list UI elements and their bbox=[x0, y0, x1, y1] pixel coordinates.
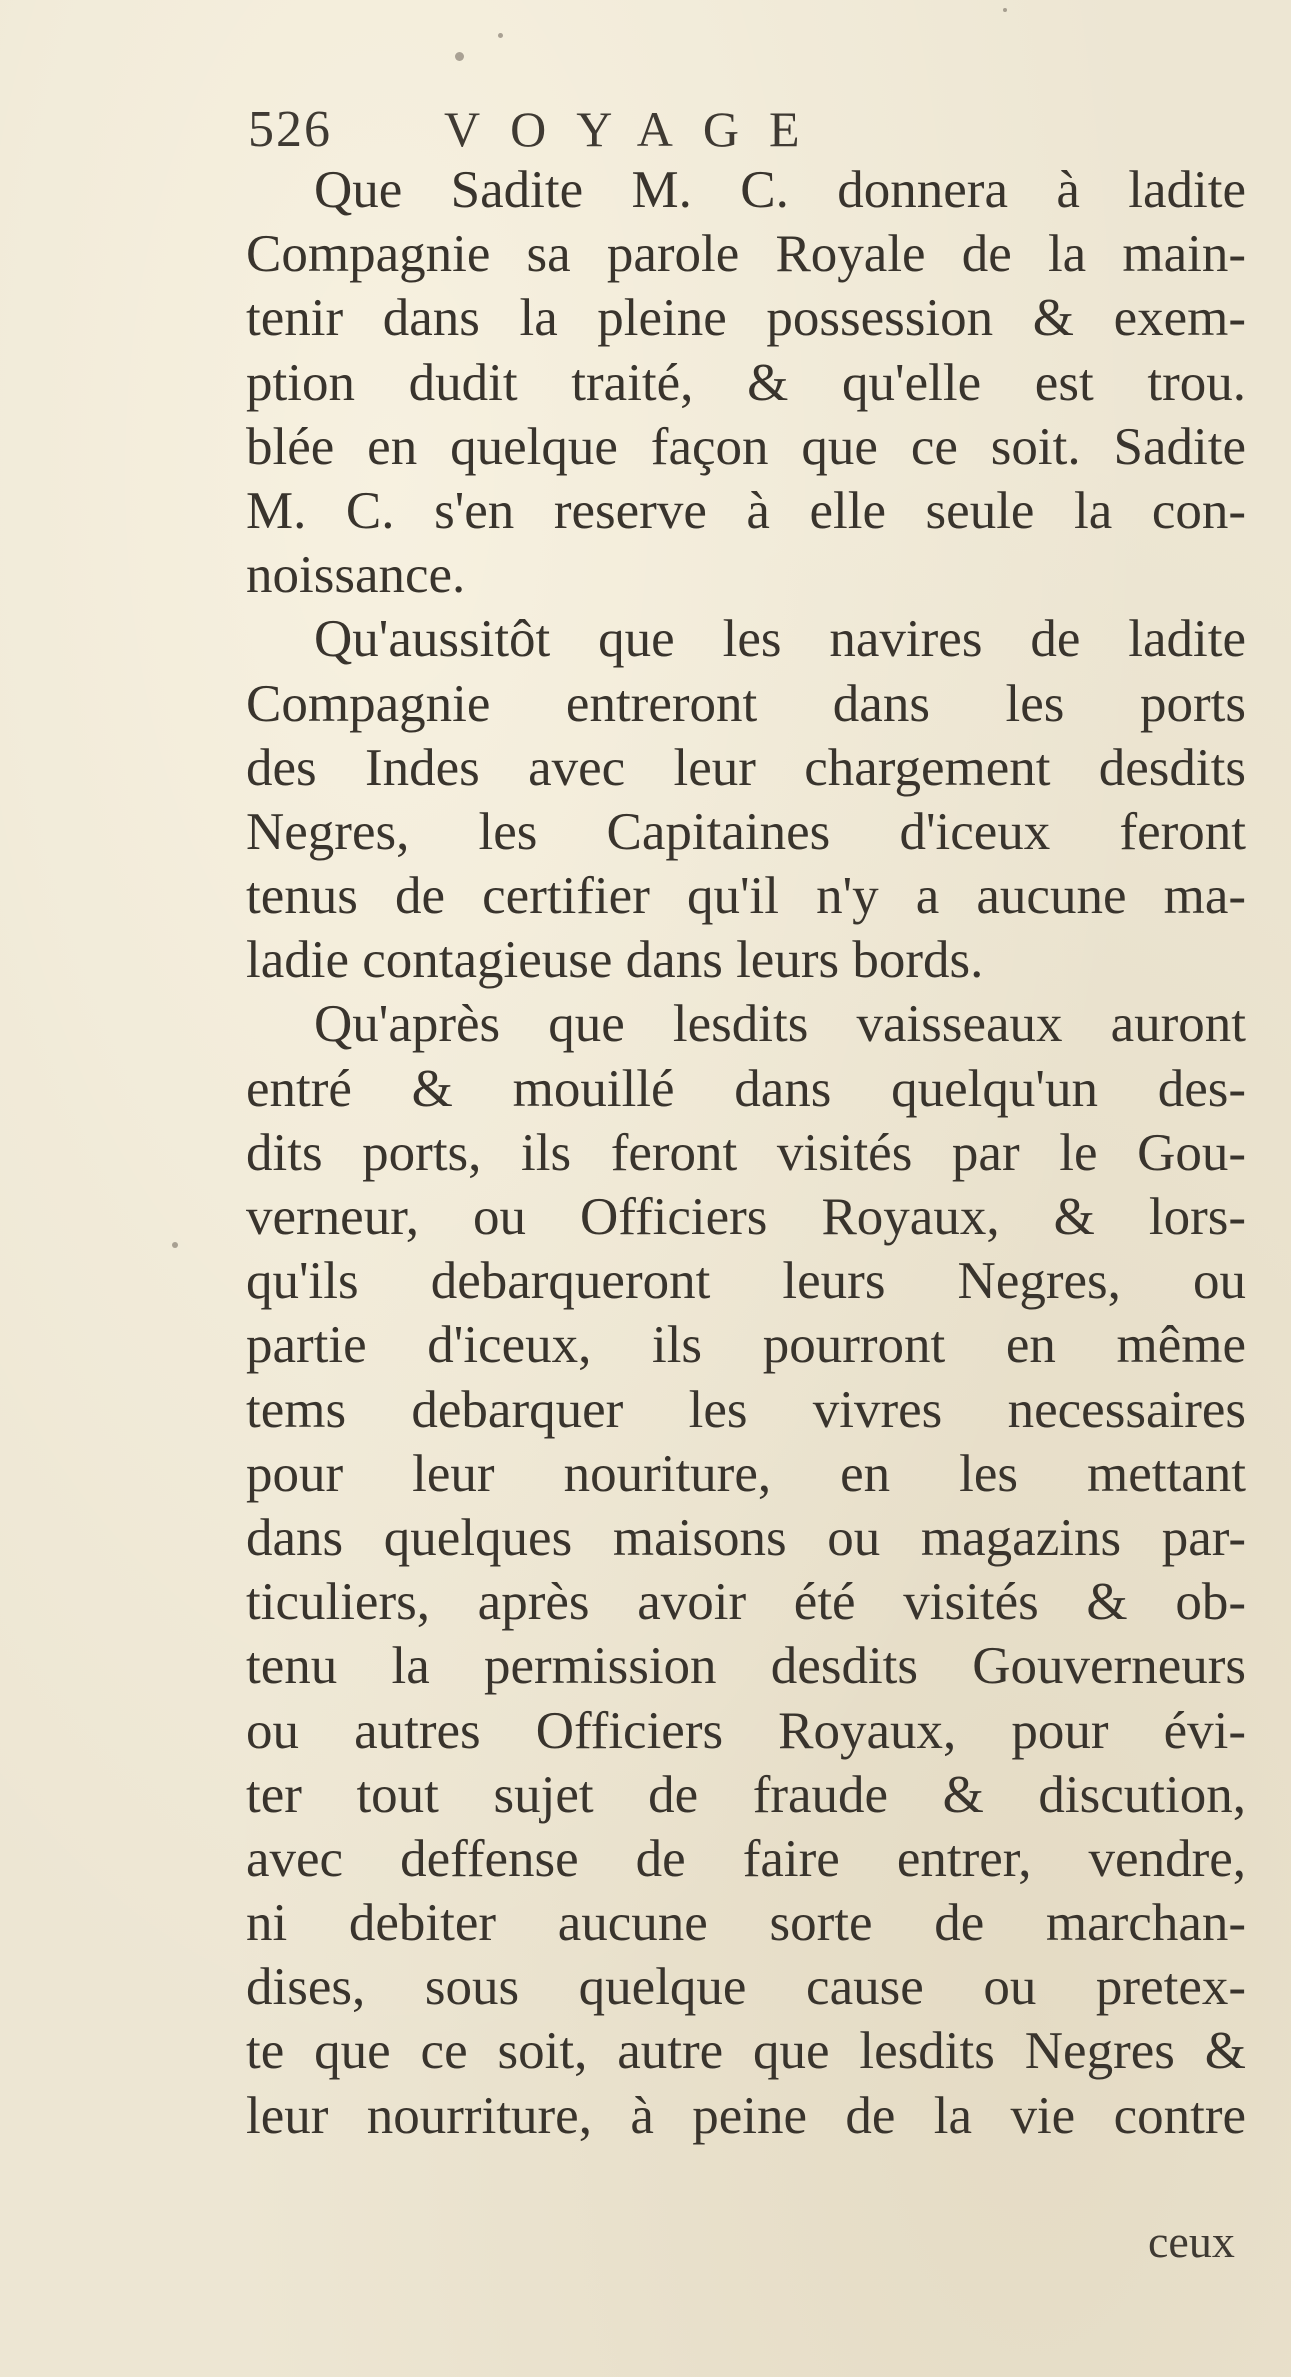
page-number: 526 bbox=[248, 101, 332, 158]
text-line: pour leur nouriture, en les mettant bbox=[246, 1444, 1246, 1503]
text-line: Compagnie sa parole Royale de la main- bbox=[246, 225, 1246, 284]
text-line: M. C. s'en reserve à elle seule la con- bbox=[246, 481, 1246, 540]
text-line: avec deffense de faire entrer, vendre, bbox=[246, 1829, 1246, 1888]
text-line: leur nourriture, à peine de la vie contre bbox=[246, 2086, 1246, 2145]
text-line: dises, sous quelque cause ou pretex- bbox=[246, 1958, 1246, 2017]
text-line: Qu'après que lesdits vaisseaux auront bbox=[314, 995, 1246, 1054]
text-line: Qu'aussitôt que les navires de ladite bbox=[314, 610, 1246, 669]
text-line: te que ce soit, autre que lesdits Negres & bbox=[246, 2022, 1246, 2081]
text-line: tenu la permission desdits Gouverneurs bbox=[246, 1637, 1246, 1696]
text-line: verneur, ou Officiers Royaux, & lors- bbox=[246, 1188, 1246, 1246]
text-line: Negres, les Capitaines d'iceux feront bbox=[246, 802, 1246, 861]
text-line: tems debarquer les vivres necessaires bbox=[246, 1380, 1246, 1439]
text-line: ticuliers, après avoir été visités & ob- bbox=[246, 1573, 1246, 1632]
text-line: entré & mouillé dans quelqu'un des- bbox=[246, 1059, 1246, 1118]
paper-speck bbox=[172, 1242, 178, 1248]
text-line: ni debiter aucune sorte de marchan- bbox=[246, 1894, 1246, 1953]
text-line: tenir dans la pleine possession & exem- bbox=[246, 289, 1246, 348]
text-line: dans quelques maisons ou magazins par- bbox=[246, 1508, 1246, 1567]
running-title: VOYAGE bbox=[444, 101, 830, 157]
text-line: blée en quelque façon que ce soit. Sadite bbox=[246, 417, 1246, 476]
text-line: noissance. bbox=[246, 546, 466, 605]
text-line: partie d'iceux, ils pourront en même bbox=[246, 1316, 1246, 1375]
text-line: Compagnie entreront dans les ports bbox=[246, 674, 1246, 733]
text-line: ou autres Officiers Royaux, pour évi- bbox=[246, 1701, 1246, 1760]
paper-speck bbox=[1003, 8, 1007, 12]
text-line: dits ports, ils feront visités par le Gou- bbox=[246, 1123, 1246, 1182]
text-line: qu'ils debarqueront leurs Negres, ou bbox=[246, 1252, 1246, 1311]
text-line: ption dudit traité, & qu'elle est trou. bbox=[246, 353, 1246, 412]
paper-speck bbox=[498, 33, 503, 38]
paper-speck bbox=[455, 52, 464, 61]
text-line: ladie contagieuse dans leurs bords. bbox=[246, 931, 984, 990]
catchword: ceux bbox=[1148, 2216, 1235, 2267]
text-line: des Indes avec leur chargement desdits bbox=[246, 738, 1246, 797]
text-line: Que Sadite M. C. donnera à ladite bbox=[314, 161, 1246, 219]
text-line: ter tout sujet de fraude & discution, bbox=[246, 1765, 1246, 1824]
body-text bbox=[246, 158, 1246, 2148]
text-line: tenus de certifier qu'il n'y a aucune ma- bbox=[246, 867, 1246, 926]
